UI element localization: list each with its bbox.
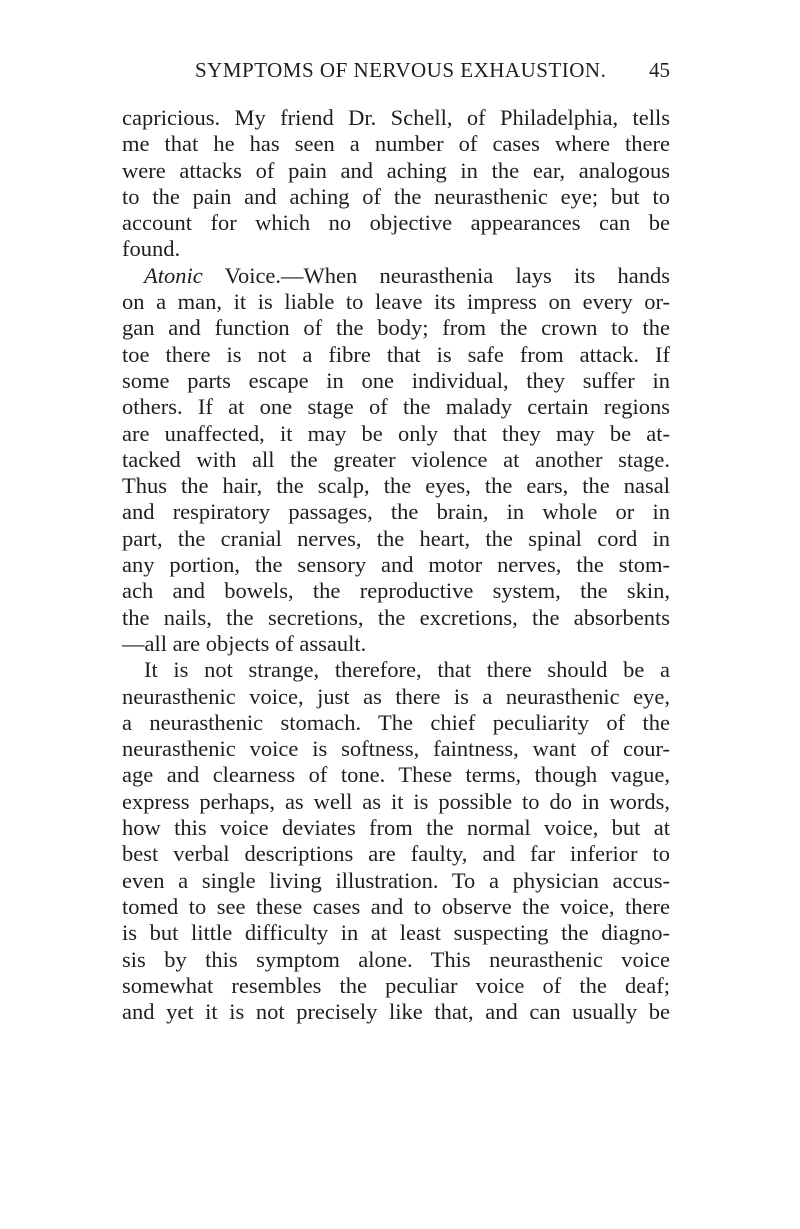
section-heading: Atonic [144,262,203,288]
text-line: part, the cranial nerves, the heart, the spinal cord in [122,525,670,551]
text-line: found. [122,236,181,262]
page-number: 45 [649,58,670,82]
text-line: how this voice deviates from the normal voice, but at [122,815,670,841]
text-line: were attacks of pain and aching in the ear, analogous [122,157,670,183]
running-title: SYMPTOMS OF NERVOUS EXHAUSTION. [195,58,607,82]
text-line: account for which no objective appearances can be [122,210,670,236]
text-line: —all are objects of assault. [122,630,367,656]
text-line: are unaffected, it may be only that they may be at- [122,420,670,446]
text-line: even a single living illustration. To a physician accus- [122,867,670,893]
text-line: age and clearness of tone. These terms, though vague, [122,762,670,788]
text-line: others. If at one stage of the malady certain regions [122,394,670,420]
text-line: and yet it is not precisely like that, and can usually be [122,999,670,1025]
text-line: Thus the hair, the scalp, the eyes, the ears, the nasal [122,473,670,499]
text-line: tomed to see these cases and to observe the voice, there [122,893,670,919]
text-line: capricious. My friend Dr. Schell, of Philadelphia, tells [122,105,670,130]
text-line: any portion, the sensory and motor nerves, the stom- [122,552,670,578]
text-line: is but little difficulty in at least suspecting the diagno- [122,920,670,946]
text-line-remainder: Voice.—When neurasthenia lays its hands [224,262,670,288]
running-head [120,58,670,88]
text-line: toe there is not a fibre that is safe from attack. If [122,341,670,367]
body-text [122,105,670,1025]
text-line: a neurasthenic stomach. The chief peculiarity of the [122,709,670,735]
text-line: neurasthenic voice, just as there is a neurasthenic eye, [122,683,670,709]
text-line: It is not strange, therefore, that there should be a [144,657,670,683]
paragraph-atonic-voice-first-line [122,263,670,289]
text-line: the nails, the secretions, the excretions, the absorbents [122,604,670,630]
text-line: me that he has seen a number of cases where there [122,131,670,157]
text-line: gan and function of the body; from the crown to the [122,315,670,341]
text-line: tacked with all the greater violence at another stage. [122,446,670,472]
text-line: express perhaps, as well as it is possible to do in words, [122,788,670,814]
text-line: ach and bowels, the reproductive system, the skin, [122,578,670,604]
text-line: neurasthenic voice is softness, faintness, want of cour- [122,736,670,762]
text-line: to the pain and aching of the neurasthenic eye; but to [122,183,670,209]
text-line: on a man, it is liable to leave its impress on every or- [122,289,670,315]
text-line: best verbal descriptions are faulty, and far inferior to [122,841,670,867]
text-line: somewhat resembles the peculiar voice of the deaf; [122,972,670,998]
text-line: and respiratory passages, the brain, in whole or in [122,499,670,525]
text-line: sis by this symptom alone. This neurasthenic voice [122,946,670,972]
text-line: some parts escape in one individual, they suffer in [122,367,670,393]
